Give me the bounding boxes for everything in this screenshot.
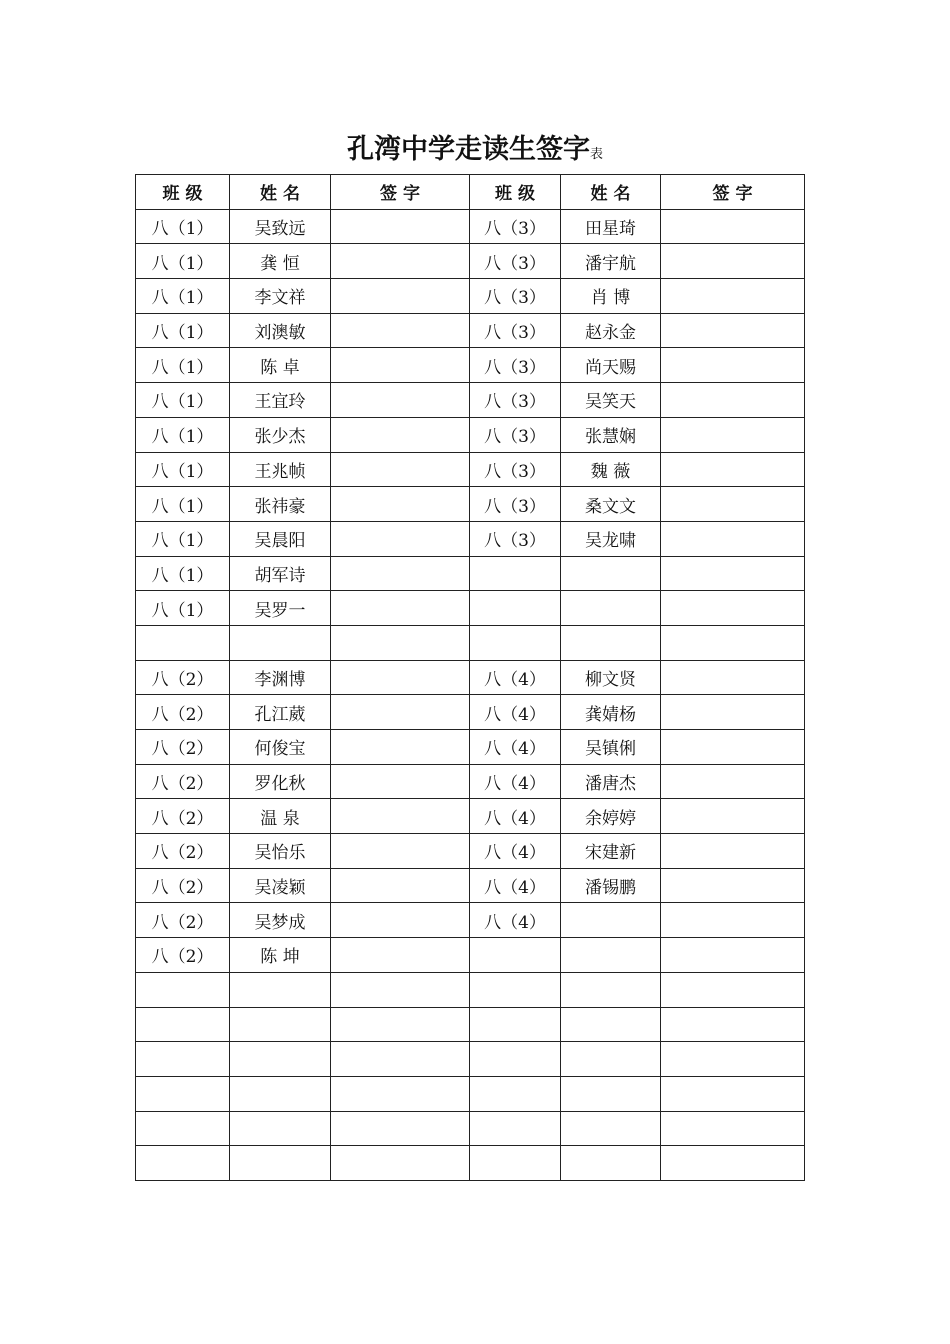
signature-left-cell[interactable] bbox=[331, 972, 470, 1007]
class-left-cell: 八（2） bbox=[136, 764, 230, 799]
name-right-cell bbox=[561, 1007, 661, 1042]
class-left-cell bbox=[136, 1146, 230, 1181]
name-right-cell: 吴龙啸 bbox=[561, 521, 661, 556]
class-left-cell: 八（1） bbox=[136, 417, 230, 452]
signature-left-cell[interactable] bbox=[331, 452, 470, 487]
signature-right-cell[interactable] bbox=[661, 660, 805, 695]
name-left-cell bbox=[230, 972, 331, 1007]
table-row bbox=[136, 244, 805, 279]
name-right-cell: 潘锡鹏 bbox=[561, 868, 661, 903]
name-left-cell: 李文祥 bbox=[230, 279, 331, 314]
class-right-cell bbox=[470, 1007, 561, 1042]
class-right-cell: 八（4） bbox=[470, 799, 561, 834]
table-row bbox=[136, 1076, 805, 1111]
signature-right-cell[interactable] bbox=[661, 938, 805, 973]
name-left-cell bbox=[230, 1111, 331, 1146]
table-row bbox=[136, 903, 805, 938]
table-row bbox=[136, 868, 805, 903]
class-right-cell: 八（4） bbox=[470, 695, 561, 730]
signature-right-cell[interactable] bbox=[661, 625, 805, 660]
header-signature-left: 签 字 bbox=[331, 175, 470, 210]
signature-right-cell[interactable] bbox=[661, 591, 805, 626]
name-right-cell bbox=[561, 556, 661, 591]
class-left-cell: 八（2） bbox=[136, 799, 230, 834]
table-row bbox=[136, 556, 805, 591]
table-row bbox=[136, 660, 805, 695]
name-left-cell: 张祎豪 bbox=[230, 487, 331, 522]
class-left-cell: 八（1） bbox=[136, 313, 230, 348]
name-left-cell bbox=[230, 1076, 331, 1111]
table-row bbox=[136, 417, 805, 452]
signature-right-cell[interactable] bbox=[661, 1076, 805, 1111]
signature-right-cell[interactable] bbox=[661, 521, 805, 556]
name-right-cell bbox=[561, 625, 661, 660]
name-left-cell: 何俊宝 bbox=[230, 730, 331, 765]
header-class-right: 班 级 bbox=[470, 175, 561, 210]
signature-table bbox=[135, 174, 805, 1181]
signature-left-cell[interactable] bbox=[331, 348, 470, 383]
class-right-cell bbox=[470, 1076, 561, 1111]
class-right-cell: 八（4） bbox=[470, 868, 561, 903]
signature-right-cell[interactable] bbox=[661, 799, 805, 834]
name-right-cell: 宋建新 bbox=[561, 834, 661, 869]
signature-left-cell[interactable] bbox=[331, 868, 470, 903]
title-main: 孔湾中学走读生签字 bbox=[346, 134, 590, 165]
name-right-cell: 潘宇航 bbox=[561, 244, 661, 279]
table-row bbox=[136, 972, 805, 1007]
class-right-cell: 八（3） bbox=[470, 313, 561, 348]
signature-left-cell[interactable] bbox=[331, 834, 470, 869]
signature-right-cell[interactable] bbox=[661, 730, 805, 765]
signature-right-cell[interactable] bbox=[661, 313, 805, 348]
name-right-cell bbox=[561, 1076, 661, 1111]
signature-left-cell[interactable] bbox=[331, 1007, 470, 1042]
class-right-cell: 八（4） bbox=[470, 730, 561, 765]
name-left-cell: 吴罗一 bbox=[230, 591, 331, 626]
name-left-cell: 吴致远 bbox=[230, 209, 331, 244]
name-right-cell: 田星琦 bbox=[561, 209, 661, 244]
table-row bbox=[136, 313, 805, 348]
signature-left-cell[interactable] bbox=[331, 383, 470, 418]
signature-left-cell[interactable] bbox=[331, 1076, 470, 1111]
signature-left-cell[interactable] bbox=[331, 556, 470, 591]
class-left-cell: 八（1） bbox=[136, 452, 230, 487]
name-right-cell: 魏 薇 bbox=[561, 452, 661, 487]
class-right-cell bbox=[470, 938, 561, 973]
class-right-cell bbox=[470, 1042, 561, 1077]
name-left-cell: 胡军诗 bbox=[230, 556, 331, 591]
name-right-cell: 柳文贤 bbox=[561, 660, 661, 695]
class-right-cell: 八（3） bbox=[470, 521, 561, 556]
name-right-cell bbox=[561, 972, 661, 1007]
name-left-cell: 刘澳敏 bbox=[230, 313, 331, 348]
name-right-cell: 尚天赐 bbox=[561, 348, 661, 383]
class-right-cell: 八（4） bbox=[470, 660, 561, 695]
name-left-cell: 王兆帧 bbox=[230, 452, 331, 487]
table-row bbox=[136, 1146, 805, 1181]
class-right-cell: 八（4） bbox=[470, 834, 561, 869]
class-left-cell: 八（2） bbox=[136, 834, 230, 869]
table-row bbox=[136, 764, 805, 799]
signature-right-cell[interactable] bbox=[661, 868, 805, 903]
signature-right-cell[interactable] bbox=[661, 487, 805, 522]
class-right-cell bbox=[470, 591, 561, 626]
class-left-cell: 八（1） bbox=[136, 383, 230, 418]
signature-right-cell[interactable] bbox=[661, 972, 805, 1007]
title-suffix: 表 bbox=[589, 147, 603, 162]
table-row bbox=[136, 209, 805, 244]
table-row bbox=[136, 383, 805, 418]
class-right-cell bbox=[470, 625, 561, 660]
name-left-cell: 陈 坤 bbox=[230, 938, 331, 973]
name-right-cell: 赵永金 bbox=[561, 313, 661, 348]
table-row bbox=[136, 799, 805, 834]
name-left-cell bbox=[230, 625, 331, 660]
class-right-cell: 八（3） bbox=[470, 487, 561, 522]
class-left-cell: 八（1） bbox=[136, 556, 230, 591]
class-right-cell: 八（4） bbox=[470, 903, 561, 938]
class-left-cell bbox=[136, 1111, 230, 1146]
sheet-title bbox=[0, 132, 950, 173]
class-left-cell: 八（1） bbox=[136, 521, 230, 556]
name-left-cell: 李渊博 bbox=[230, 660, 331, 695]
name-right-cell bbox=[561, 903, 661, 938]
class-left-cell bbox=[136, 1042, 230, 1077]
signature-right-cell[interactable] bbox=[661, 209, 805, 244]
signature-left-cell[interactable] bbox=[331, 244, 470, 279]
signature-right-cell[interactable] bbox=[661, 1111, 805, 1146]
class-right-cell: 八（3） bbox=[470, 417, 561, 452]
signature-right-cell[interactable] bbox=[661, 1042, 805, 1077]
signature-right-cell[interactable] bbox=[661, 764, 805, 799]
class-left-cell bbox=[136, 625, 230, 660]
name-right-cell: 龚婧杨 bbox=[561, 695, 661, 730]
name-right-cell: 潘唐杰 bbox=[561, 764, 661, 799]
signature-right-cell[interactable] bbox=[661, 244, 805, 279]
signature-left-cell[interactable] bbox=[331, 1146, 470, 1181]
name-right-cell bbox=[561, 1042, 661, 1077]
table-row bbox=[136, 452, 805, 487]
signature-left-cell[interactable] bbox=[331, 487, 470, 522]
table-row bbox=[136, 938, 805, 973]
signature-left-cell[interactable] bbox=[331, 625, 470, 660]
table-row bbox=[136, 487, 805, 522]
name-left-cell: 吴梦成 bbox=[230, 903, 331, 938]
name-right-cell bbox=[561, 938, 661, 973]
class-left-cell bbox=[136, 1007, 230, 1042]
class-right-cell: 八（3） bbox=[470, 244, 561, 279]
class-left-cell bbox=[136, 1076, 230, 1111]
name-left-cell: 吴凌颖 bbox=[230, 868, 331, 903]
table-row bbox=[136, 730, 805, 765]
class-right-cell bbox=[470, 556, 561, 591]
signature-left-cell[interactable] bbox=[331, 660, 470, 695]
class-right-cell: 八（4） bbox=[470, 764, 561, 799]
name-left-cell: 罗化秋 bbox=[230, 764, 331, 799]
table-row bbox=[136, 591, 805, 626]
class-left-cell: 八（2） bbox=[136, 660, 230, 695]
class-left-cell: 八（2） bbox=[136, 868, 230, 903]
class-left-cell: 八（2） bbox=[136, 903, 230, 938]
name-right-cell bbox=[561, 1146, 661, 1181]
class-right-cell: 八（3） bbox=[470, 209, 561, 244]
class-right-cell bbox=[470, 1111, 561, 1146]
class-left-cell: 八（1） bbox=[136, 244, 230, 279]
table-row bbox=[136, 625, 805, 660]
table-row bbox=[136, 695, 805, 730]
signature-right-cell[interactable] bbox=[661, 452, 805, 487]
table-row bbox=[136, 1007, 805, 1042]
signature-left-cell[interactable] bbox=[331, 1042, 470, 1077]
header-name-left: 姓 名 bbox=[230, 175, 331, 210]
class-right-cell: 八（3） bbox=[470, 348, 561, 383]
name-left-cell bbox=[230, 1146, 331, 1181]
signature-left-cell[interactable] bbox=[331, 209, 470, 244]
class-right-cell bbox=[470, 972, 561, 1007]
name-right-cell bbox=[561, 1111, 661, 1146]
class-left-cell bbox=[136, 972, 230, 1007]
signature-left-cell[interactable] bbox=[331, 730, 470, 765]
header-signature-right: 签 字 bbox=[661, 175, 805, 210]
signature-left-cell[interactable] bbox=[331, 1111, 470, 1146]
signature-left-cell[interactable] bbox=[331, 695, 470, 730]
name-right-cell: 桑文文 bbox=[561, 487, 661, 522]
class-left-cell: 八（1） bbox=[136, 209, 230, 244]
class-left-cell: 八（2） bbox=[136, 938, 230, 973]
signature-right-cell[interactable] bbox=[661, 417, 805, 452]
name-left-cell: 孔江葳 bbox=[230, 695, 331, 730]
class-left-cell: 八（2） bbox=[136, 695, 230, 730]
name-right-cell bbox=[561, 591, 661, 626]
name-right-cell: 吴笑天 bbox=[561, 383, 661, 418]
signature-right-cell[interactable] bbox=[661, 834, 805, 869]
table-row bbox=[136, 348, 805, 383]
class-left-cell: 八（2） bbox=[136, 730, 230, 765]
signature-left-cell[interactable] bbox=[331, 938, 470, 973]
header-class-left: 班 级 bbox=[136, 175, 230, 210]
name-left-cell bbox=[230, 1042, 331, 1077]
signature-right-cell[interactable] bbox=[661, 1146, 805, 1181]
table-body bbox=[136, 209, 805, 1180]
signature-left-cell[interactable] bbox=[331, 799, 470, 834]
class-right-cell: 八（3） bbox=[470, 452, 561, 487]
class-right-cell bbox=[470, 1146, 561, 1181]
class-left-cell: 八（1） bbox=[136, 487, 230, 522]
signature-left-cell[interactable] bbox=[331, 313, 470, 348]
table-row bbox=[136, 1111, 805, 1146]
name-left-cell: 温 泉 bbox=[230, 799, 331, 834]
signature-right-cell[interactable] bbox=[661, 348, 805, 383]
name-left-cell: 陈 卓 bbox=[230, 348, 331, 383]
name-left-cell bbox=[230, 1007, 331, 1042]
signature-right-cell[interactable] bbox=[661, 903, 805, 938]
signature-right-cell[interactable] bbox=[661, 556, 805, 591]
signature-left-cell[interactable] bbox=[331, 521, 470, 556]
header-row bbox=[136, 175, 805, 210]
signature-left-cell[interactable] bbox=[331, 591, 470, 626]
name-left-cell: 张少杰 bbox=[230, 417, 331, 452]
class-right-cell: 八（3） bbox=[470, 279, 561, 314]
name-left-cell: 吴晨阳 bbox=[230, 521, 331, 556]
class-left-cell: 八（1） bbox=[136, 348, 230, 383]
class-left-cell: 八（1） bbox=[136, 591, 230, 626]
class-left-cell: 八（1） bbox=[136, 279, 230, 314]
name-right-cell: 余婷婷 bbox=[561, 799, 661, 834]
name-right-cell: 张慧娴 bbox=[561, 417, 661, 452]
signature-right-cell[interactable] bbox=[661, 383, 805, 418]
signature-right-cell[interactable] bbox=[661, 1007, 805, 1042]
signature-left-cell[interactable] bbox=[331, 279, 470, 314]
signature-left-cell[interactable] bbox=[331, 764, 470, 799]
name-right-cell: 吴镇俐 bbox=[561, 730, 661, 765]
table-row bbox=[136, 1042, 805, 1077]
class-right-cell: 八（3） bbox=[470, 383, 561, 418]
header-name-right: 姓 名 bbox=[561, 175, 661, 210]
table-row bbox=[136, 521, 805, 556]
table-row bbox=[136, 834, 805, 869]
name-right-cell: 肖 博 bbox=[561, 279, 661, 314]
name-left-cell: 吴怡乐 bbox=[230, 834, 331, 869]
name-left-cell: 龚 恒 bbox=[230, 244, 331, 279]
signature-left-cell[interactable] bbox=[331, 903, 470, 938]
signature-right-cell[interactable] bbox=[661, 279, 805, 314]
signature-left-cell[interactable] bbox=[331, 417, 470, 452]
name-left-cell: 王宜玲 bbox=[230, 383, 331, 418]
table-row bbox=[136, 279, 805, 314]
signature-right-cell[interactable] bbox=[661, 695, 805, 730]
